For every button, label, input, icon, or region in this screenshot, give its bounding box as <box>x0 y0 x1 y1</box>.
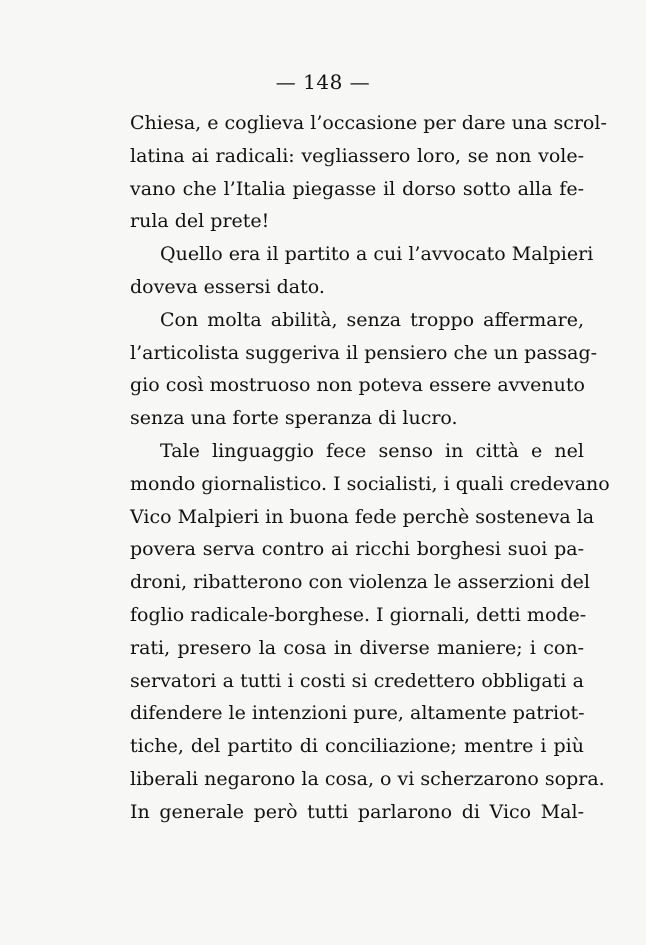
text-line: povera serva contro ai ricchi borghesi suoi pa- <box>130 538 584 561</box>
text-line: Chiesa, e coglieva l’occasione per dare una scrol- <box>130 112 607 134</box>
text-line: gio così mostruoso non poteva essere avvenuto <box>130 374 585 397</box>
text-line: vano che l’Italia piegasse il dorso sotto alla fe- <box>130 177 584 200</box>
text-line: rula del prete! <box>130 210 270 233</box>
text-line: droni, ribatterono con violenza le asserzioni del <box>130 571 590 594</box>
text-line: In generale però tutti parlarono di Vico Mal- <box>130 800 584 823</box>
page-number: — 148 — <box>275 70 371 94</box>
text-line: l’articolista suggeriva il pensiero che un passag- <box>130 341 598 364</box>
text-line: tiche, del partito di conciliazione; mentre i più <box>130 735 584 758</box>
text-line: latina ai radicali: vegliassero loro, se non vole- <box>130 144 584 167</box>
text-line: liberali negarono la cosa, o vi scherzarono sopra. <box>130 767 605 790</box>
text-line: senza una forte speranza di lucro. <box>130 407 458 430</box>
text-line: servatori a tutti i costi si credettero obbligati a <box>130 669 584 692</box>
text-line: foglio radicale-borghese. I giornali, detti mode- <box>130 603 587 626</box>
text-line: Con molta abilità, senza troppo affermare, <box>160 308 584 331</box>
text-line: Tale linguaggio fece senso in città e nel <box>160 439 584 462</box>
text-line: Vico Malpieri in buona fede perchè sosteneva la <box>130 505 595 528</box>
body-text <box>130 107 610 829</box>
text-line: doveva essersi dato. <box>130 275 325 298</box>
text-line: Quello era il partito a cui l’avvocato Malpieri <box>160 243 594 266</box>
text-line: difendere le intenzioni pure, altamente patriot- <box>130 702 585 725</box>
text-line: mondo giornalistico. I socialisti, i quali credevano <box>130 472 610 495</box>
text-line: rati, presero la cosa in diverse maniere; i con- <box>130 636 584 659</box>
